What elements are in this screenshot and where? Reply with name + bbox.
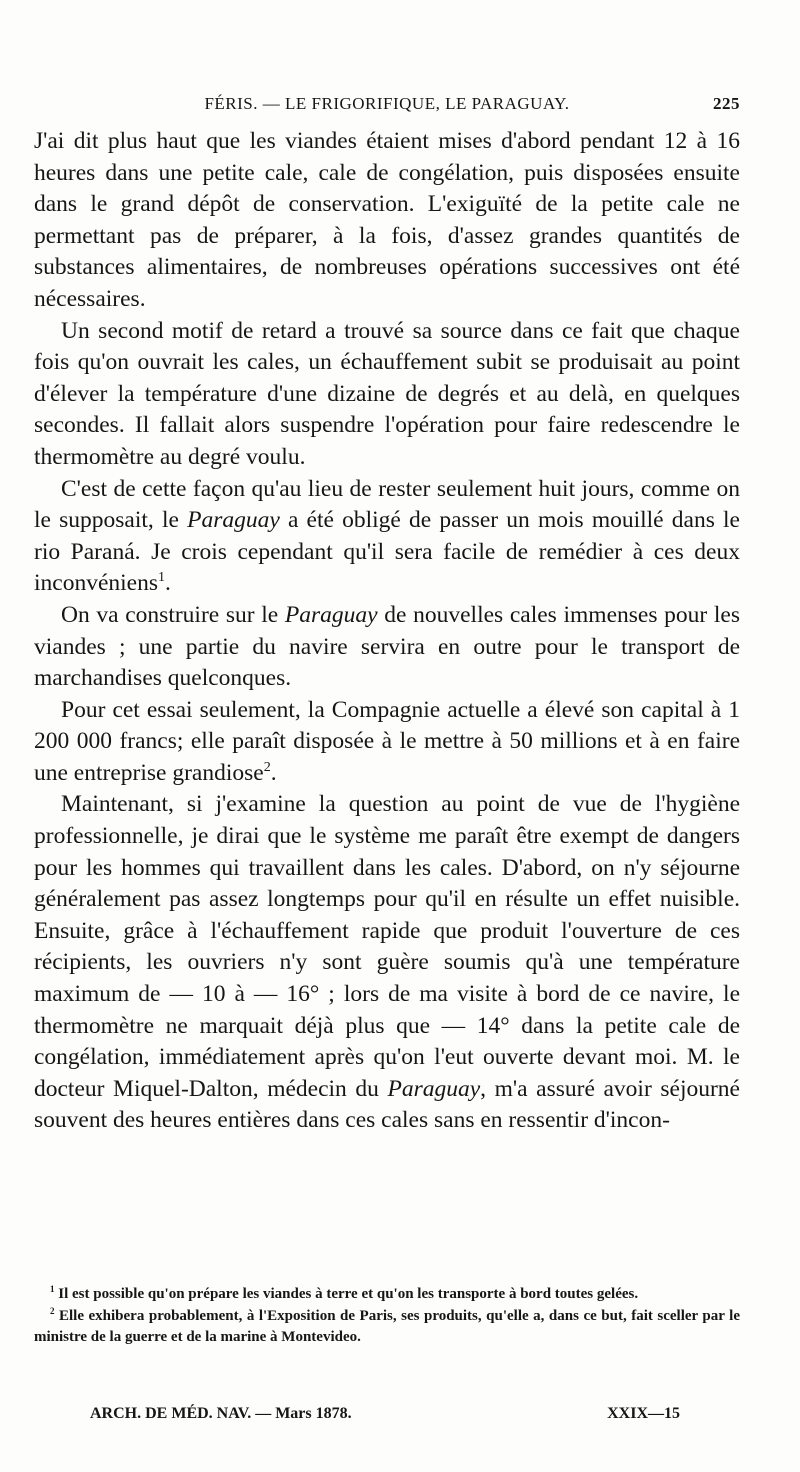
paragraph-text: Pour cet essai seulement, la Compagnie actuelle a élevé son capital à 1 200 000 francs; elle paraît disposée à le mettre à 50 millions et à en faire une entreprise grandiose (34, 696, 740, 786)
footnote (34, 1306, 740, 1349)
paragraph: Un second motif de retard a trouvé sa source dans ce fait que chaque fois qu'on ouvrait les cales, un échauffement subit se produisait au point d'élever la température d'une dizaine de degrés et au delà, en quelques secondes. Il fallait alors suspendre l'opération pour faire redescendre le thermomètre au degré voulu. (34, 317, 740, 470)
body-text (34, 126, 740, 1137)
paragraph (34, 474, 740, 600)
footnotes (34, 1284, 740, 1349)
page-footer (90, 1405, 680, 1429)
ship-name: Paraguay (387, 1075, 481, 1102)
paragraph (34, 789, 740, 1137)
footnote-text: Elle exhibera probablement, à l'Exposition de Paris, ses produits, qu'elle a, dans ce but, fait sceller par le ministre de la guerre et de la marine à Montevideo. (34, 1307, 740, 1345)
paragraph-text: On va construire sur le (61, 601, 285, 628)
paragraph (34, 695, 740, 790)
journal-signature: ARCH. DE MÉD. NAV. — Mars 1878. (90, 1405, 352, 1422)
running-title: FÉRIS. — LE FRIGORIFIQUE, LE PARAGUAY. (204, 94, 570, 113)
paragraph-text: Maintenant, si j'examine la question au point de vue de l'hygiène professionnelle, je dirai que le système me paraît être exempt de dangers pour les hommes qui travaillent dans les cales. D'abord, on n'y séjourne généralement pas assez longtemps pour qu'il en résulte un effet nuisible. Ensuite, grâce à l'échauffement rapide que produit l'ouverture de ces récipients, les ouvriers n'y sont guère soumis qu'à une température maximum de — 10 à — 16° ; lors de ma visite à bord de ce navire, le thermomètre ne marquait déjà plus que — 14° dans la petite cale de congélation, immédiatement après qu'on l'eut ouverte devant moi. M. le docteur Miquel-Dalton, médecin du (34, 791, 740, 1102)
footnote-ref: 1 (158, 569, 166, 586)
footnote-text: Il est possible qu'on prépare les viandes à terre et qu'on les transporte à bord toutes gelées. (54, 1286, 639, 1302)
footnote-ref: 2 (263, 759, 271, 776)
ship-name: Paraguay (284, 601, 378, 628)
paragraph: J'ai dit plus haut que les viandes étaient mises d'abord pendant 12 à 16 heures dans une petite cale, cale de congélation, puis disposées ensuite dans le grand dépôt de conservation. L'exiguïté de la petite cale ne permettant pas de préparer, à la fois, d'assez grandes quantités de substances alimentaires, de nombreuses opérations successives ont été nécessaires. (34, 128, 740, 312)
paragraph-text: , m'a assuré avoir séjourné souvent des heures entières dans ces cales sans en ressentir d'incon- (34, 1075, 740, 1134)
paragraph-text: a été obligé de passer un mois mouillé dans le rio Paraná. Je crois cependant qu'il sera facile de remédier à ces deux inconvéniens (34, 507, 740, 597)
running-header (34, 94, 740, 118)
paragraph-end: . (165, 570, 171, 597)
ship-name: Paraguay (187, 507, 280, 534)
footnote (34, 1284, 740, 1306)
footnote-mark: 2 (50, 1305, 55, 1316)
paragraph-text: C'est de cette façon qu'au lieu de rester seulement huit jours, comme on le supposait, le (34, 475, 740, 534)
paragraph-text: de nouvelles cales immenses pour les viandes ; une partie du navire servira en outre pour le transport de marchandises quelconques. (34, 601, 740, 692)
sheet-signature: XXIX—15 (607, 1405, 680, 1422)
paragraph (34, 600, 740, 695)
paragraph-end: . (270, 759, 277, 786)
page-number: 225 (713, 94, 740, 113)
footnote-mark: 1 (50, 1284, 55, 1294)
